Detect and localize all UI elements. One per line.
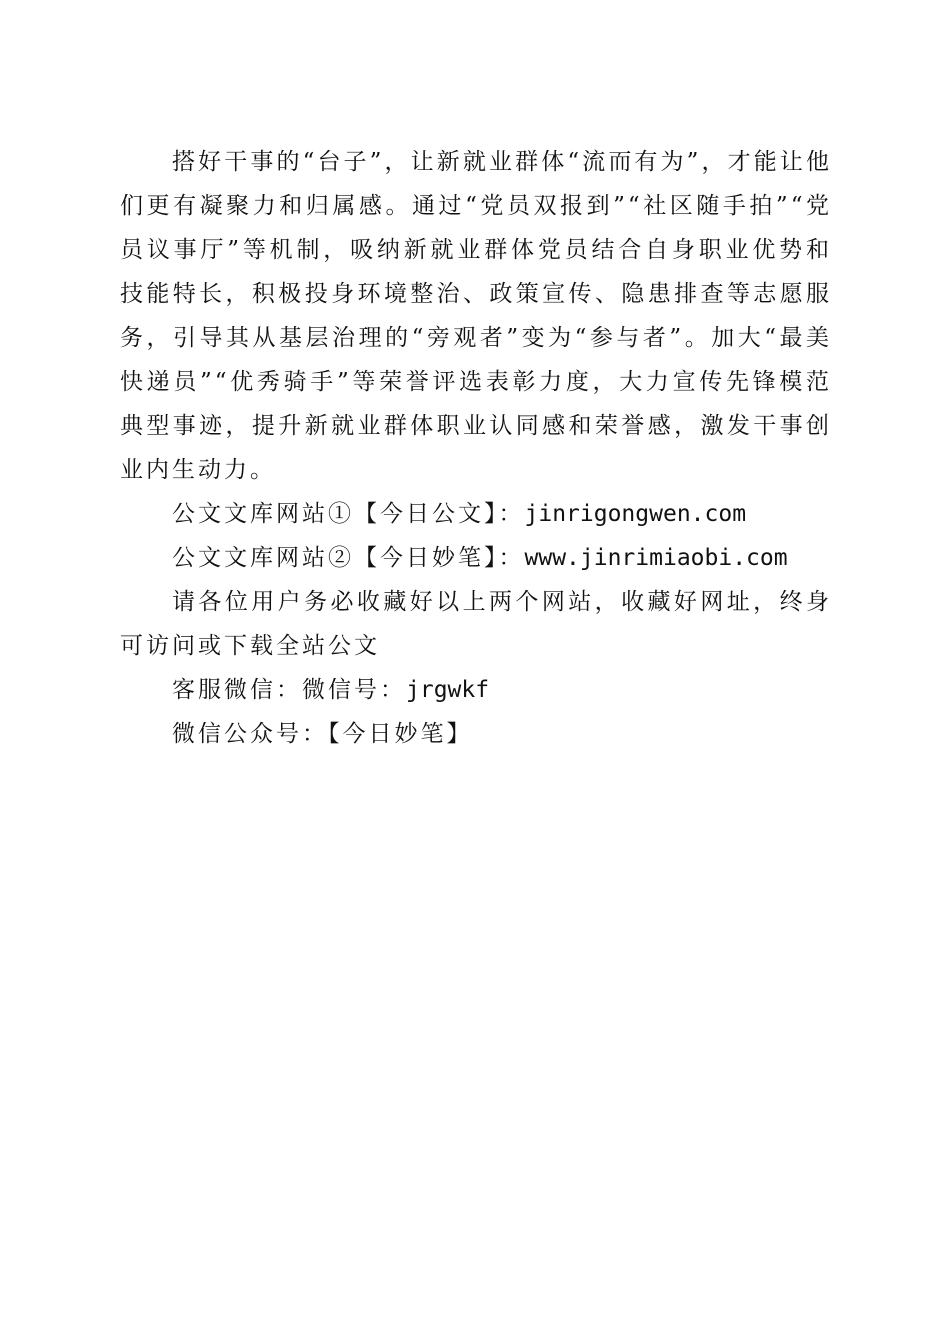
site-1-line [120, 492, 832, 536]
wechat-service-label: 客服微信：微信号： [172, 677, 406, 703]
site-1-label: 公文文库网站①【今日公文】： [172, 501, 525, 527]
wechat-official-account: 微信公众号：【今日妙笔】 [172, 721, 473, 747]
site-2-line [120, 536, 832, 580]
site-2-label: 公文文库网站②【今日妙笔】： [172, 545, 525, 571]
body-paragraph: 搭好干事的“台子”，让新就业群体“流而有为”，才能让他们更有凝聚力和归属感。通过“党员双报到”“社区随手拍”“党员议事厅”等机制，吸纳新就业群体党员结合自身职业优势和技能特长，积极投身环境整治、政策宣传、隐患排查等志愿服务，引导其从基层治理的“旁观者”变为“参与者”。加大“最美快递员”“优秀骑手”等荣誉评选表彰力度，大力宣传先锋模范典型事迹，提升新就业群体职业认同感和荣誉感，激发干事创业内生动力。 [120, 149, 832, 483]
wechat-service-line [120, 668, 832, 712]
site-1-url[interactable]: jinrigongwen.com [524, 501, 747, 527]
wechat-service-id: jrgwkf [406, 677, 490, 703]
bookmark-notice: 请各位用户务必收藏好以上两个网站，收藏好网址，终身可访问或下载全站公文 [120, 589, 832, 659]
document-content [120, 140, 832, 756]
site-2-url[interactable]: www.jinrimiaobi.com [524, 545, 788, 571]
